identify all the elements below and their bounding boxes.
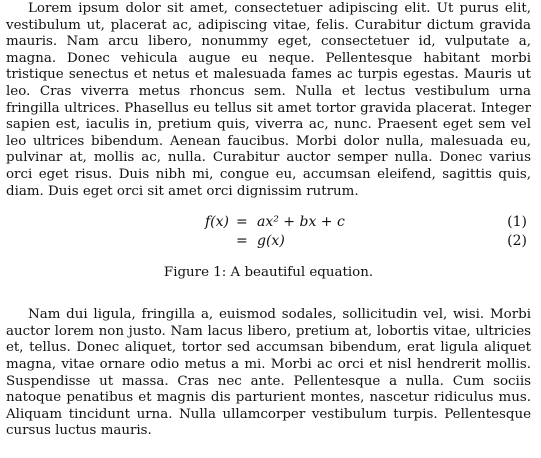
document-page xyxy=(6,0,531,440)
equation-relation-1: = xyxy=(236,214,248,231)
body-paragraph-1: Lorem ipsum dolor sit amet, consectetuer adipiscing elit. Ut purus elit, vestibulum ut, placerat ac, adipiscing vitae, felis. Curabitur dictum gravida mauris. Nam arcu libero, nonummy eget, consectetuer id, vulputate a, magna. Donec vehicula augue eu neque. Pellentesque habitant morbi tristique senectus et netus et malesuada fames ac turpis egestas. Mauris ut leo. Cras viverra metus rhoncus sem. Nulla et lectus vestibulum urna fringilla ultrices. Phasellus eu tellus sit amet tortor gravida placerat. Integer sapien est, iaculis in, pretium quis, viverra ac, nunc. Praesent eget sem vel leo ultrices bibendum. Aenean faucibus. Morbi dolor nulla, malesuada eu, pulvinar at, mollis ac, nulla. Curabitur auctor semper nulla. Donec varius orci eget risus. Duis nibh mi, congue eu, accumsan eleifend, sagittis quis, diam. Duis eget orci sit amet orci dignissim rutrum. xyxy=(6,1,531,199)
equation-number-2: (2) xyxy=(507,233,527,250)
figure-caption: Figure 1: A beautiful equation. xyxy=(163,265,374,281)
equation-rhs-2: g(x) xyxy=(257,233,285,250)
equation-line-1 xyxy=(6,213,531,232)
equation-block xyxy=(6,213,531,251)
equation-number-1: (1) xyxy=(507,214,527,231)
equation-line-2 xyxy=(6,232,531,251)
equation-rhs-1: ax² + bx + c xyxy=(257,214,345,231)
equation-lhs: f(x) xyxy=(204,214,229,231)
equation-relation-2: = xyxy=(236,233,248,250)
body-paragraph-2: Nam dui ligula, fringilla a, euismod sodales, sollicitudin vel, wisi. Morbi auctor lorem non justo. Nam lacus libero, pretium at, lobortis vitae, ultricies et, tellus. Donec aliquet, tortor sed accumsan bibendum, erat ligula aliquet magna, vitae ornare odio metus a mi. Morbi ac orci et nisl hendrerit mollis. Suspendisse ut massa. Cras nec ante. Pellentesque a nulla. Cum sociis natoque penatibus et magnis dis parturient montes, nascetur ridiculus mus. Aliquam tincidunt urna. Nulla ullamcorper vestibulum turpis. Pellentesque cursus luctus mauris. xyxy=(6,307,531,439)
